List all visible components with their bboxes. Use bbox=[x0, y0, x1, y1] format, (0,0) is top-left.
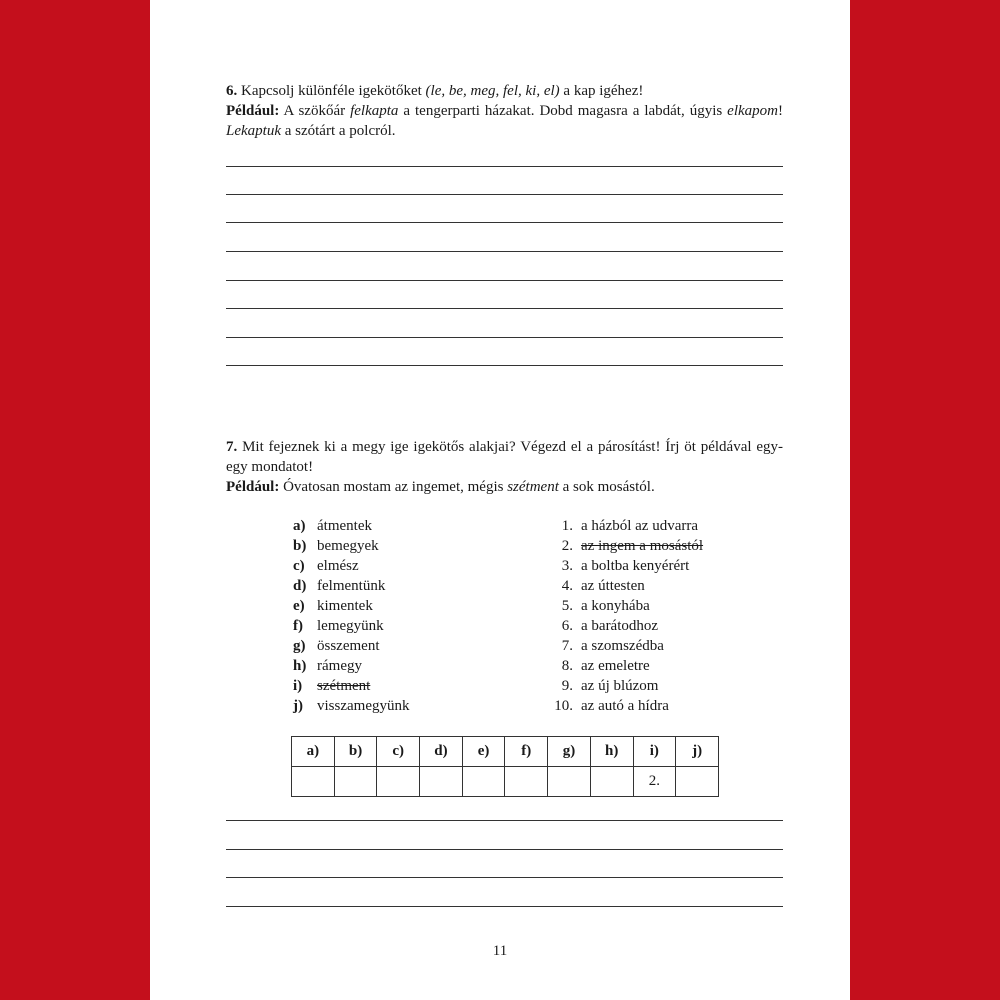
answer-cell[interactable] bbox=[292, 767, 335, 797]
answer-table bbox=[291, 736, 719, 797]
exercise-7-instruction: 7. Mit fejeznek ki a megy ige igekötős alakjai? Végezd el a párosítást! Írj öt példával egy-egy mondatot! Például: Óvatosan mostam az ingemet, mégis szétment a sok mosástól. bbox=[226, 439, 783, 495]
answer-cell[interactable] bbox=[334, 767, 377, 797]
left-item: b) bemegyek bbox=[293, 538, 379, 554]
answer-line[interactable] bbox=[226, 308, 783, 309]
answer-cell[interactable] bbox=[462, 767, 505, 797]
struck-example-word: szétment bbox=[317, 678, 371, 694]
exercise-number: 7. bbox=[226, 439, 238, 455]
table-header-cell: b) bbox=[334, 737, 377, 767]
right-item: 6. a barátodhoz bbox=[561, 618, 659, 634]
right-item: 9. az új blúzom bbox=[561, 678, 659, 694]
right-item: 10. az autó a hídra bbox=[554, 698, 669, 714]
left-item: g) összement bbox=[293, 638, 380, 654]
table-header-cell: h) bbox=[590, 737, 633, 767]
right-item: 2. az ingem a mosástól bbox=[561, 538, 704, 554]
table-header-cell: g) bbox=[548, 737, 591, 767]
exercise-6-instruction: 6. Kapcsolj különféle igekötőket (le, be, meg, fel, ki, el) a kap igéhez! Például: A szökőár felkapta a tengerparti házakat. Dobd magasra a labdát, úgyis elkapom! Lekaptuk a szótárt a polcról. bbox=[226, 83, 783, 139]
answer-line[interactable] bbox=[226, 337, 783, 338]
answer-table-header-row bbox=[292, 737, 719, 767]
left-item: f) lemegyünk bbox=[293, 618, 384, 634]
left-item: d) felmentünk bbox=[293, 578, 386, 594]
right-item: 4. az úttesten bbox=[561, 578, 645, 594]
answer-cell[interactable] bbox=[676, 767, 719, 797]
answer-line[interactable] bbox=[226, 877, 783, 878]
page-number: 11 bbox=[492, 943, 508, 959]
right-item: 7. a szomszédba bbox=[561, 638, 664, 654]
left-item: h) rámegy bbox=[293, 658, 362, 674]
answer-cell[interactable]: 2. bbox=[633, 767, 676, 797]
left-item: j) visszamegyünk bbox=[293, 698, 410, 714]
answer-cell[interactable] bbox=[505, 767, 548, 797]
right-item: 3. a boltba kenyérért bbox=[561, 558, 690, 574]
table-header-cell: i) bbox=[633, 737, 676, 767]
answer-cell[interactable] bbox=[420, 767, 463, 797]
table-header-cell: c) bbox=[377, 737, 420, 767]
table-header-cell: f) bbox=[505, 737, 548, 767]
answer-line[interactable] bbox=[226, 166, 783, 167]
table-header-cell: e) bbox=[462, 737, 505, 767]
left-item: a) átmentek bbox=[293, 518, 372, 534]
answer-line[interactable] bbox=[226, 849, 783, 850]
left-item: c) elmész bbox=[293, 558, 359, 574]
example-label: Például: bbox=[226, 479, 280, 495]
answer-line[interactable] bbox=[226, 906, 783, 907]
table-header-cell: j) bbox=[676, 737, 719, 767]
right-item: 1. a házból az udvarra bbox=[561, 518, 699, 534]
answer-cell[interactable] bbox=[377, 767, 420, 797]
workbook-page bbox=[150, 0, 850, 1000]
table-header-cell: a) bbox=[292, 737, 335, 767]
right-item: 8. az emeletre bbox=[561, 658, 650, 674]
answer-line[interactable] bbox=[226, 820, 783, 821]
table-header-cell: d) bbox=[420, 737, 463, 767]
right-item: 5. a konyhába bbox=[561, 598, 650, 614]
answer-line[interactable] bbox=[226, 194, 783, 195]
answer-line[interactable] bbox=[226, 365, 783, 366]
answer-line[interactable] bbox=[226, 222, 783, 223]
left-item: i) szétment bbox=[293, 678, 371, 694]
answer-line[interactable] bbox=[226, 251, 783, 252]
answer-cell[interactable] bbox=[590, 767, 633, 797]
struck-example-phrase: az ingem a mosástól bbox=[581, 538, 704, 554]
answer-table-answer-row bbox=[292, 767, 719, 797]
exercise-number: 6. bbox=[226, 83, 238, 99]
answer-line[interactable] bbox=[226, 280, 783, 281]
answer-cell[interactable] bbox=[548, 767, 591, 797]
left-item: e) kimentek bbox=[293, 598, 373, 614]
example-label: Például: bbox=[226, 103, 280, 119]
